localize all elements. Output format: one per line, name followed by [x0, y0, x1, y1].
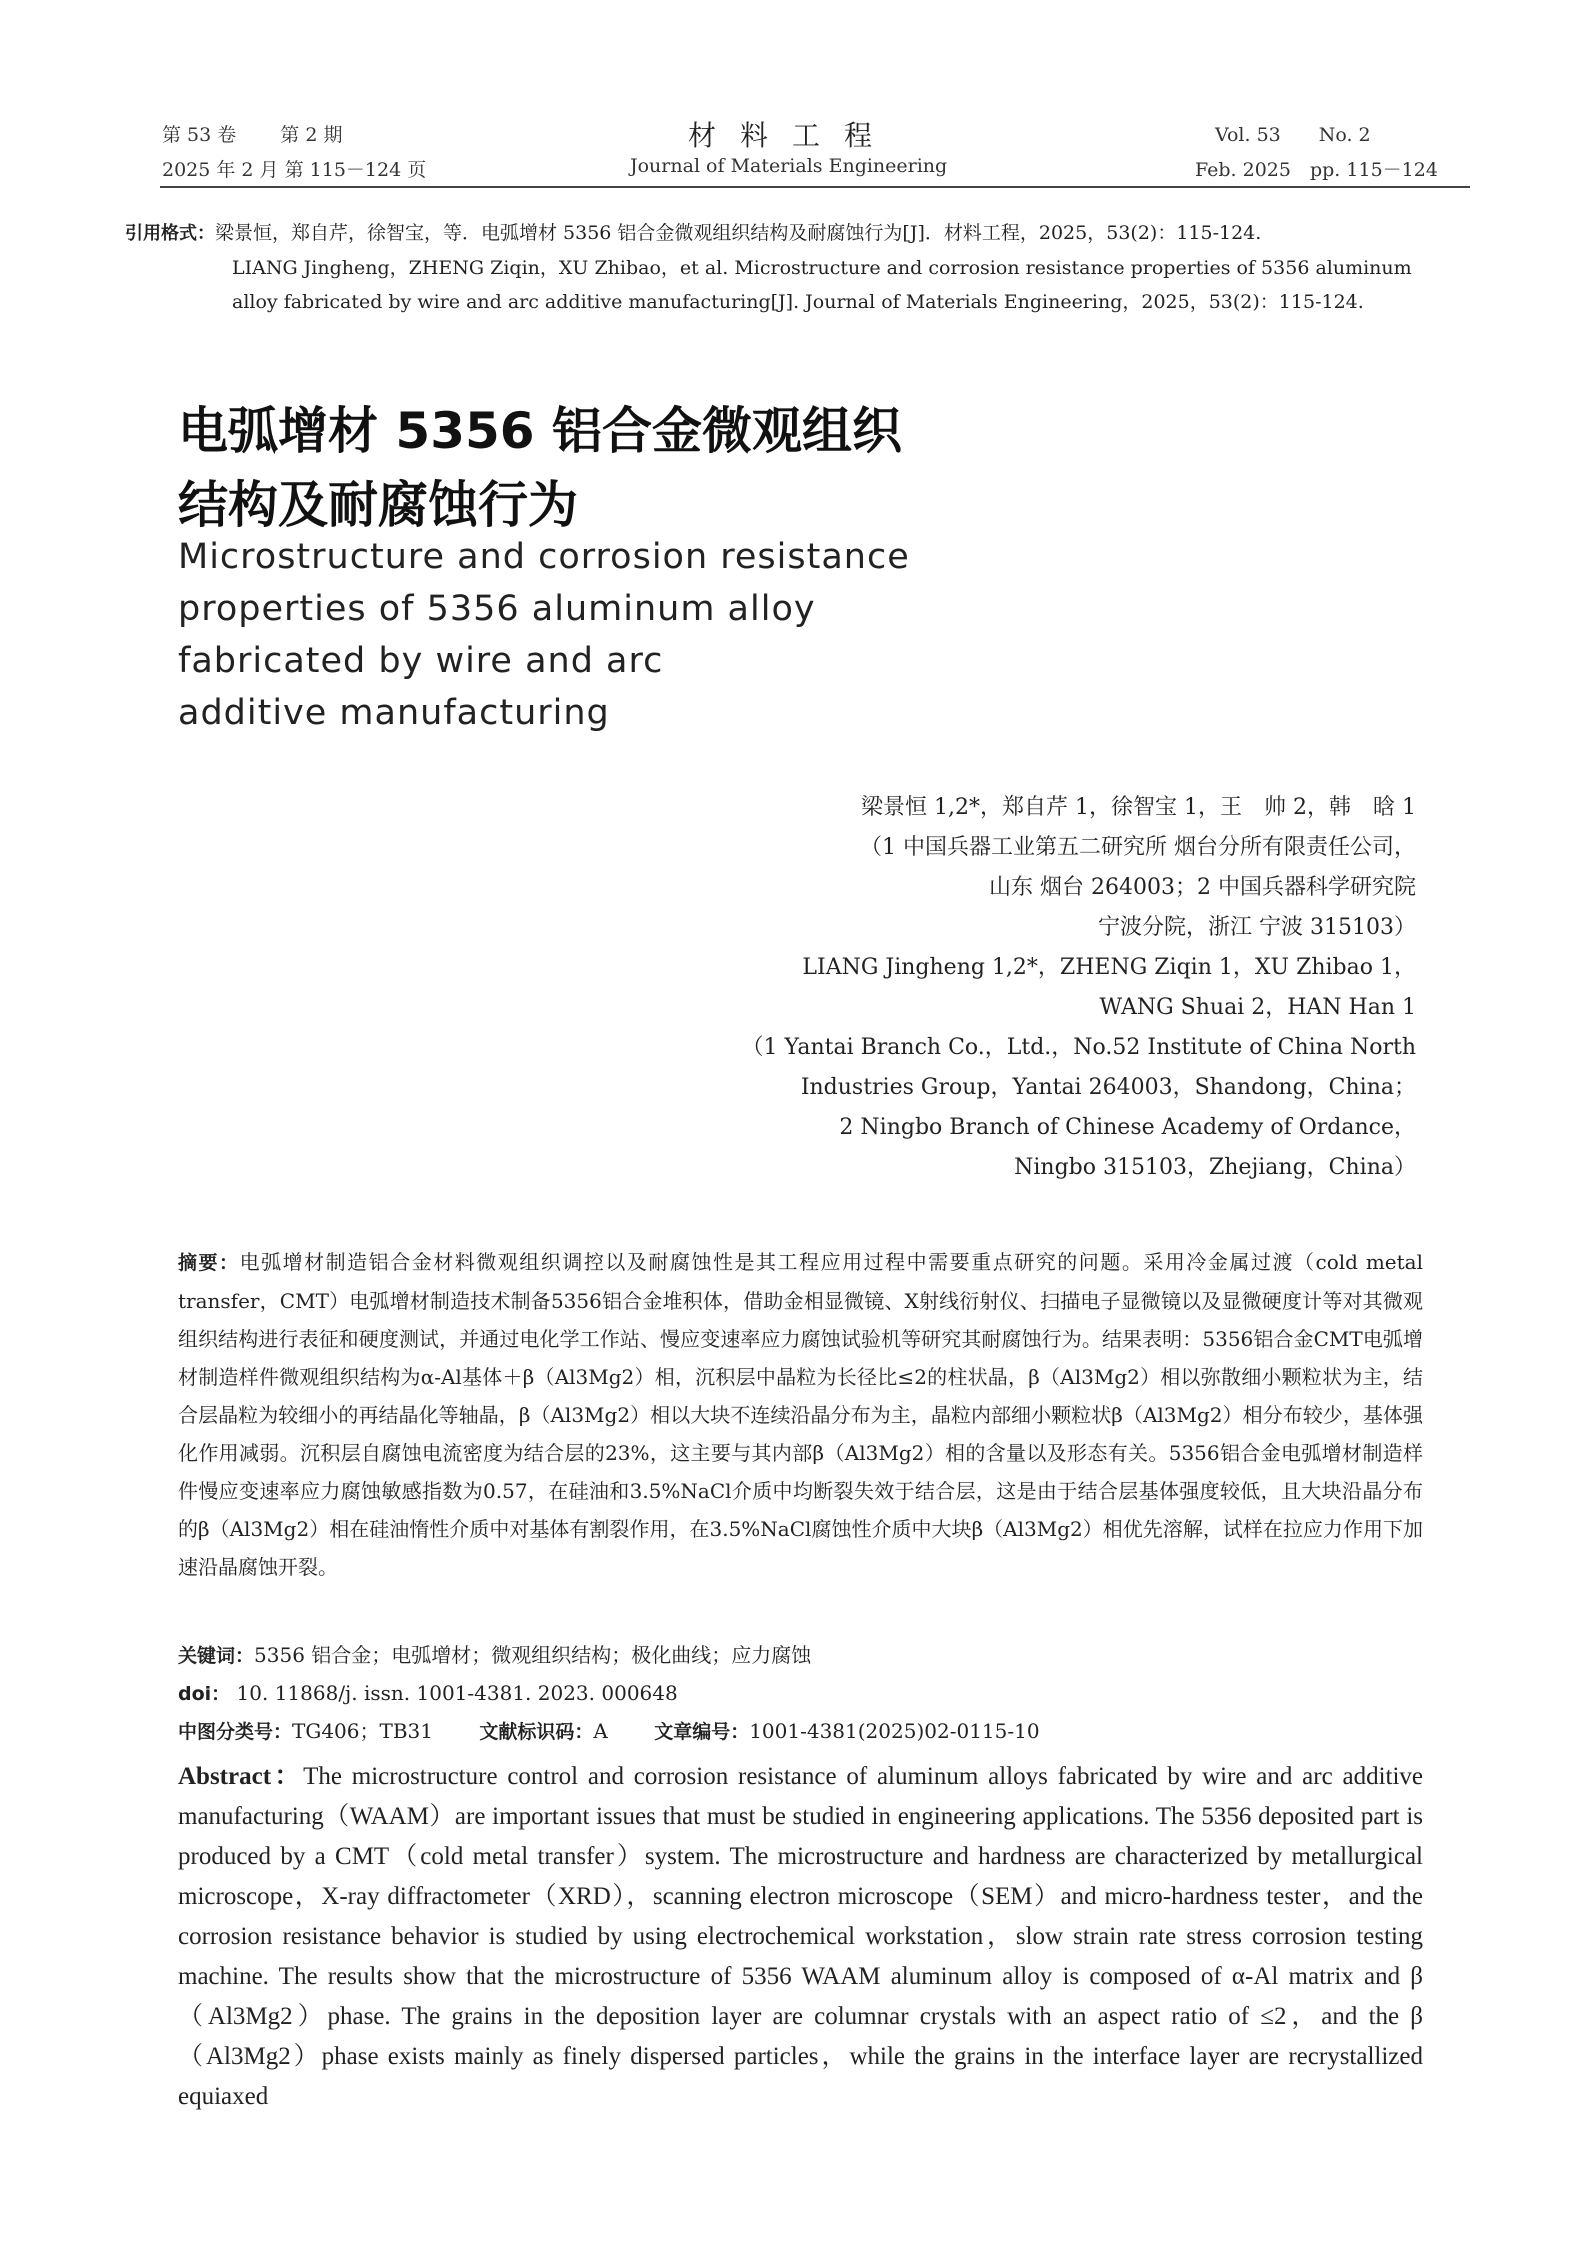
- header-rule: [160, 186, 1470, 188]
- authors-zh: 梁景恒 1,2*，郑自芹 1，徐智宝 1，王 帅 2，韩 晗 1: [861, 795, 1416, 820]
- abstract-zh-label: 摘要：: [178, 1252, 240, 1274]
- doc-code-label: 文献标识码：: [479, 1721, 594, 1743]
- affiliation-zh-3: 宁波分院，浙江 宁波 315103）: [1098, 915, 1416, 940]
- abstract-en: [178, 1757, 1423, 2117]
- doi-label: doi：: [178, 1683, 231, 1705]
- header-date-pages: 2025 年 2 月 第 115－124 页: [162, 159, 427, 181]
- keywords-line: [178, 1636, 811, 1675]
- header-feb-pages: Feb. 2025 pp. 115－124: [1195, 159, 1438, 181]
- title-zh-line2: 结构及耐腐蚀行为: [178, 476, 578, 534]
- journal-title-en: Journal of Materials Engineering: [630, 155, 948, 177]
- title-en-line1: Microstructure and corrosion resistance: [178, 537, 910, 577]
- doi-line: [178, 1674, 678, 1713]
- title-en-line2: properties of 5356 aluminum alloy: [178, 589, 816, 629]
- header-volume-issue: 第 53 卷 第 2 期: [162, 124, 343, 146]
- doi[interactable]: 10. 11868/j. issn. 1001-4381. 2023. 000648: [236, 1681, 678, 1705]
- journal-title-zh: 材料工程: [688, 119, 897, 152]
- affiliation-zh-2: 山东 烟台 264003；2 中国兵器科学研究院: [989, 875, 1416, 900]
- affiliation-en-2: Industries Group，Yantai 264003，Shandong，China；: [800, 1075, 1416, 1100]
- affiliation-en-4: Ningbo 315103，Zhejiang，China）: [1014, 1155, 1416, 1180]
- authors-en-1: LIANG Jingheng 1,2*，ZHENG Ziqin 1，XU Zhibao 1，: [802, 955, 1416, 980]
- affiliation-zh-1: （1 中国兵器工业第五二研究所 烟台分所有限责任公司，: [860, 835, 1416, 860]
- citation-en-line1: LIANG Jingheng，ZHENG Ziqin，XU Zhibao，et al. Microstructure and corrosion resistance properties of 5356 aluminum: [232, 257, 1412, 279]
- affiliation-en-1: （1 Yantai Branch Co.，Ltd.，No.52 Institute of China North: [741, 1035, 1416, 1060]
- citation-block: [125, 216, 1480, 319]
- article-no-label: 文章编号：: [654, 1721, 750, 1743]
- citation-label: 引用格式：: [125, 223, 215, 244]
- doc-code: A: [593, 1719, 608, 1743]
- title-en: [178, 531, 910, 739]
- citation-zh: 梁景恒，郑自芹，徐智宝，等．电弧增材 5356 铝合金微观组织结构及耐腐蚀行为[J]．材料工程，2025，53(2)：115-124.: [215, 222, 1262, 244]
- citation-en-line2: alloy fabricated by wire and arc additive manufacturing[J]. Journal of Materials Engineering，2025，53(2)：115-124.: [232, 291, 1364, 313]
- clc: TG406；TB31: [292, 1719, 433, 1743]
- abstract-en-label: Abstract：: [178, 1763, 304, 1790]
- title-en-line3: fabricated by wire and arc: [178, 641, 664, 681]
- keywords-label: 关键词：: [178, 1645, 255, 1667]
- authors-en-2: WANG Shuai 2，HAN Han 1: [1099, 995, 1416, 1020]
- header-vol-no: Vol. 53 No. 2: [1215, 124, 1371, 146]
- abstract-zh: [178, 1243, 1423, 1586]
- title-en-line4: additive manufacturing: [178, 693, 610, 733]
- abstract-zh-text: 电弧增材制造铝合金材料微观组织调控以及耐腐蚀性是其工程应用过程中需要重点研究的问题。采用冷金属过渡（cold metal transfer，CMT）电弧增材制造技术制备5356铝合金堆积体，借助金相显微镜、X射线衍射仪、扫描电子显微镜以及显微硬度计等对其微观组织结构进行表征和硬度测试，并通过电化学工作站、慢应变速率应力腐蚀试验机等研究其耐腐蚀行为。结果表明：5356铝合金CMT电弧增材制造样件微观组织结构为α-Al基体＋β（Al3Mg2）相，沉积层中晶粒为长径比≤2的柱状晶，β（Al3Mg2）相以弥散细小颗粒状为主，结合层晶粒为较细小的再结晶化等轴晶，β（Al3Mg2）相以大块不连续沿晶分布为主，晶粒内部细小颗粒状β（Al3Mg2）相分布较少，基体强化作用减弱。沉积层自腐蚀电流密度为结合层的23%，这主要与其内部β（Al3Mg2）相的含量以及形态有关。5356铝合金电弧增材制造样件慢应变速率应力腐蚀敏感指数为0.57，在硅油和3.5%NaCl介质中均断裂失效于结合层，这是由于结合层基体强度较低，且大块沿晶分布的β（Al3Mg2）相在硅油惰性介质中对基体有割裂作用，在3.5%NaCl腐蚀性介质中大块β（Al3Mg2）相优先溶解，试样在拉应力作用下加速沿晶腐蚀开裂。: [178, 1250, 1423, 1579]
- article-no: 1001-4381(2025)02-0115-10: [749, 1719, 1040, 1743]
- authors-block: [742, 788, 1416, 1188]
- abstract-en-text: The microstructure control and corrosion resistance of aluminum alloys fabricated by wire and arc additive manufacturing（WAAM）are important issues that must be studied in engineering applications. The 5356 deposited part is produced by a CMT（cold metal transfer）system. The microstructure and hardness are characterized by metallurgical microscope，X-ray diffractometer（XRD），scanning electron microscope（SEM）and micro-hardness tester，and the corrosion resistance behavior is studied by using electrochemical workstation，slow strain rate stress corrosion testing machine. The results show that the microstructure of 5356 WAAM aluminum alloy is composed of α-Al matrix and β（Al3Mg2）phase. The grains in the deposition layer are columnar crystals with an aspect ratio of ≤2，and the β（Al3Mg2）phase exists mainly as finely dispersed particles，while the grains in the interface layer are recrystallized equiaxed: [178, 1763, 1424, 2110]
- keywords: 5356 铝合金；电弧增材；微观组织结构；极化曲线；应力腐蚀: [254, 1643, 812, 1667]
- classification-line: [178, 1712, 1040, 1751]
- clc-label: 中图分类号：: [178, 1721, 293, 1743]
- title-zh: [178, 394, 902, 542]
- affiliation-en-3: 2 Ningbo Branch of Chinese Academy of Ordance，: [839, 1115, 1416, 1140]
- title-zh-line1: 电弧增材 5356 铝合金微观组织: [178, 402, 902, 460]
